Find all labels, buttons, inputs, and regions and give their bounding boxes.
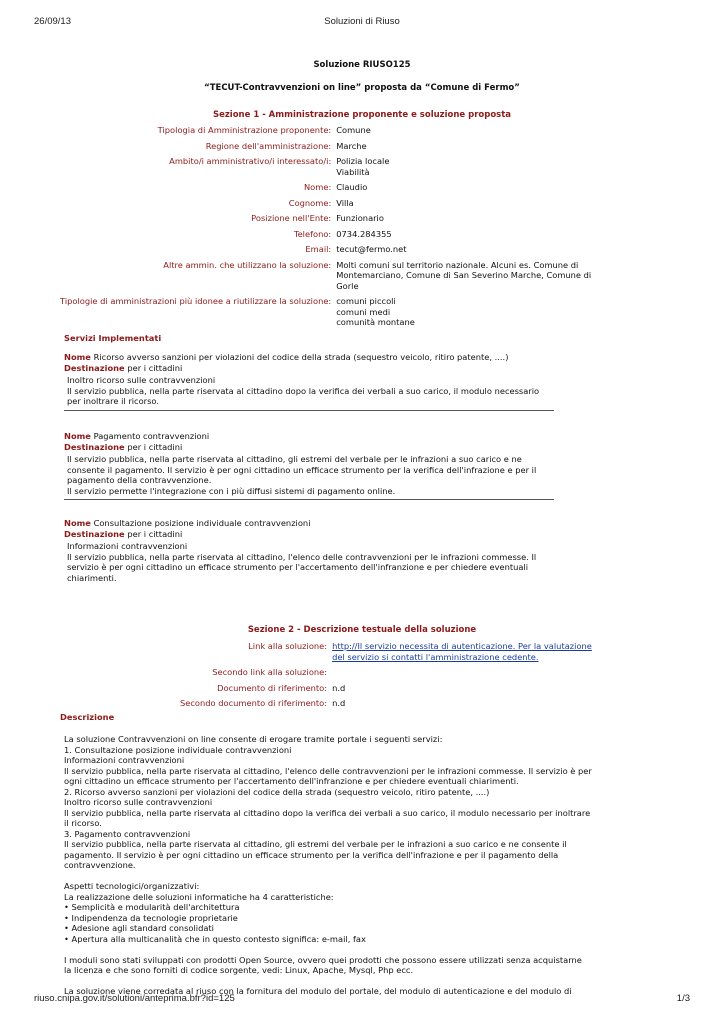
service-destination: per i cittadini bbox=[127, 528, 183, 539]
service-name-line: Nome Ricorso avverso sanzioni per violazioni del codice della strada (sequestro veicolo, ritiro patente, ....) bbox=[64, 352, 509, 362]
print-date: 26/09/13 bbox=[34, 16, 71, 27]
service-name: Ricorso avverso sanzioni per violazioni del codice della strada (sequestro veicolo, ritiro patente, ....) bbox=[93, 352, 509, 362]
field-value: Claudio bbox=[336, 182, 368, 192]
page-number: 1/3 bbox=[676, 993, 690, 1004]
print-footer bbox=[0, 993, 724, 1007]
service-body: Inoltro ricorso sulle contravvenzioni Il servizio pubblica, nella parte riservata al cittadino dopo la verifica dei verbali a suo carico, il modulo necessario per inoltrare il ricorso. bbox=[64, 375, 554, 411]
service-block bbox=[64, 431, 554, 500]
field-value: n.d bbox=[332, 682, 346, 693]
description-title: Descrizione bbox=[60, 712, 115, 722]
field-row bbox=[60, 296, 591, 328]
description-paragraph: La soluzione viene corredata al riuso con la fornitura del modulo del portale, del modulo di autenticazione e del modulo di bbox=[64, 986, 572, 996]
field-row bbox=[180, 683, 592, 699]
service-name: Pagamento contravvenzioni bbox=[93, 431, 210, 441]
field-row bbox=[60, 125, 591, 141]
service-destination-line: Destinazione per i cittadini bbox=[64, 362, 183, 373]
service-name-line: Nome Consultazione posizione individuale contravvenzioni bbox=[64, 518, 311, 528]
field-label: Ambito/i amministrativo/i interessato/i: bbox=[169, 156, 332, 166]
service-block bbox=[64, 518, 554, 586]
field-row bbox=[60, 260, 591, 297]
field-label: Email: bbox=[305, 244, 332, 254]
section1-table bbox=[60, 125, 591, 328]
field-row bbox=[60, 141, 591, 157]
services-title: Servizi Implementati bbox=[64, 333, 162, 343]
section2-table bbox=[180, 641, 592, 709]
field-row bbox=[60, 213, 591, 229]
field-value: Molti comuni sul territorio nazionale. Alcuni es. Comune di Montemarciano, Comune di San Severino Marche, Comune di Gorle bbox=[336, 259, 592, 291]
field-value bbox=[332, 667, 592, 683]
field-value: n.d bbox=[332, 698, 346, 708]
description-body bbox=[64, 734, 609, 997]
solution-subtitle: “TECUT-Contravvenzioni on line” proposta da “Comune di Fermo” bbox=[204, 83, 520, 93]
field-label: Telefono: bbox=[293, 228, 332, 239]
field-row bbox=[60, 229, 591, 245]
field-row bbox=[180, 641, 592, 667]
section1-title: Sezione 1 - Amministrazione proponente e soluzione proposta bbox=[212, 110, 512, 120]
field-value: Villa bbox=[336, 197, 354, 208]
field-row bbox=[180, 698, 592, 709]
page-url: riuso.cnipa.gov.it/solutioni/anteprima.bfr?id=125 bbox=[34, 993, 235, 1004]
solution-code-title: Soluzione RIUSO125 bbox=[313, 60, 411, 70]
service-destination-line: Destinazione per i cittadini bbox=[64, 441, 183, 452]
field-row bbox=[60, 198, 591, 214]
field-label: Secondo link alla soluzione: bbox=[212, 667, 328, 677]
field-value: Funzionario bbox=[336, 213, 384, 223]
service-name-line: Nome Pagamento contravvenzioni bbox=[64, 431, 210, 441]
field-value: Polizia locale Viabilità bbox=[336, 156, 390, 177]
field-label: Nome: bbox=[303, 182, 332, 192]
service-block bbox=[64, 352, 554, 411]
solution-link[interactable]: http://Il servizio necessita di autenticazione. Per la valutazione del servizio si contatti l'amministrazione cedente. bbox=[332, 641, 592, 662]
service-destination-line: Destinazione per i cittadini bbox=[64, 528, 183, 539]
field-label: Altre ammin. che utilizzano la soluzione: bbox=[163, 259, 332, 270]
field-label: Secondo documento di riferimento: bbox=[180, 698, 328, 708]
field-label: Link alla soluzione: bbox=[248, 641, 328, 651]
service-body: Il servizio pubblica, nella parte riservata al cittadino, gli estremi del verbale per le infrazioni a suo carico e ne consente il pagamento. Il servizio è per ogni cittadino un efficace strumento per la verifica dell'infrazione e per il pagamento della contravvenzione. Il servizio permette l'integrazione con i più diffusi sistemi di pagamento online. bbox=[64, 454, 554, 500]
section2-title: Sezione 2 - Descrizione testuale della soluzione bbox=[247, 625, 477, 635]
service-body: Informazioni contravvenzioni Il servizio pubblica, nella parte riservata al cittadino, l'elenco delle contravvenzioni per le infrazioni commesse. Il servizio è per ogni cittadino un efficace strumento per l'accertamento dell'infranzione e per chiedere eventuali chiarimenti. bbox=[67, 541, 537, 583]
print-header bbox=[0, 16, 724, 30]
description-paragraph: La soluzione Contravvenzioni on line consente di erogare tramite portale i seguenti servizi: 1. Consultazione posizione individuale contravvenzioni Informazioni contravvenzioni Il servizio pubblica, nella parte riservata al cittadino, l'elenco delle contravvenzioni per le infrazioni commesse. Il servizio è per ogni cittadino un efficace strumento per l'accertamento dell'infranzione e per chiedere eventuali chiarimenti. 2. Ricorso avverso sanzioni per violazioni del codice della strada (sequestro veicolo, ritiro patente, ....) Inoltro ricorso sulle contravvenzioni Il servizio pubblica, nella parte riservata al cittadino dopo la verifica dei verbali a suo carico, il modulo necessario per inoltrare il ricorso. 3. Pagamento contravvenzioni Il servizio pubblica, nella parte riservata al cittadino, gli estremi del verbale per le infrazioni a suo carico e ne consente il pagamento. Il servizio è per ogni cittadino un efficace strumento per la verifica dell'infrazione e per il pagamento della contravvenzione. bbox=[64, 734, 592, 870]
description-paragraph: Aspetti tecnologici/organizzativi: La realizzazione delle soluzioni informatiche ha 4 caratteristiche: • Semplicità e modularità dell'architettura • Indipendenza da tecnologie proprietarie • Adesione agli standard consolidati • Apertura alla multicanalità che in questo contesto significa: e-mail, fax bbox=[64, 881, 366, 944]
field-value: 0734.284355 bbox=[336, 228, 392, 239]
field-value: Marche bbox=[336, 140, 367, 151]
field-value: comuni piccoli comuni medi comunità montane bbox=[336, 296, 415, 327]
field-value bbox=[332, 641, 592, 667]
field-label: Documento di riferimento: bbox=[217, 682, 328, 693]
field-label: Cognome: bbox=[288, 197, 332, 208]
service-name: Consultazione posizione individuale contravvenzioni bbox=[93, 518, 311, 528]
field-row bbox=[60, 244, 591, 260]
print-title: Soluzioni di Riuso bbox=[324, 16, 400, 27]
service-destination: per i cittadini bbox=[127, 362, 183, 373]
field-label: Regione dell'amministrazione: bbox=[205, 140, 332, 151]
solution-titles bbox=[0, 58, 724, 95]
service-destination: per i cittadini bbox=[127, 441, 183, 452]
field-value: Comune bbox=[336, 125, 371, 135]
field-value: tecut@fermo.net bbox=[336, 244, 407, 254]
field-row bbox=[60, 156, 591, 182]
field-row bbox=[180, 667, 592, 683]
field-label: Tipologia di Amministrazione proponente: bbox=[157, 125, 332, 135]
field-label: Posizione nell'Ente: bbox=[251, 213, 332, 223]
description-paragraph: I moduli sono stati sviluppati con prodotti Open Source, ovvero quei prodotti che possono essere utilizzati senza acquistarne la licenza e che sono forniti di codice sorgente, vedi: Linux, Apache, Mysql, Php ecc. bbox=[64, 954, 582, 975]
field-label: Tipologie di amministrazioni più idonee a riutilizzare la soluzione: bbox=[60, 296, 332, 306]
field-row bbox=[60, 182, 591, 198]
